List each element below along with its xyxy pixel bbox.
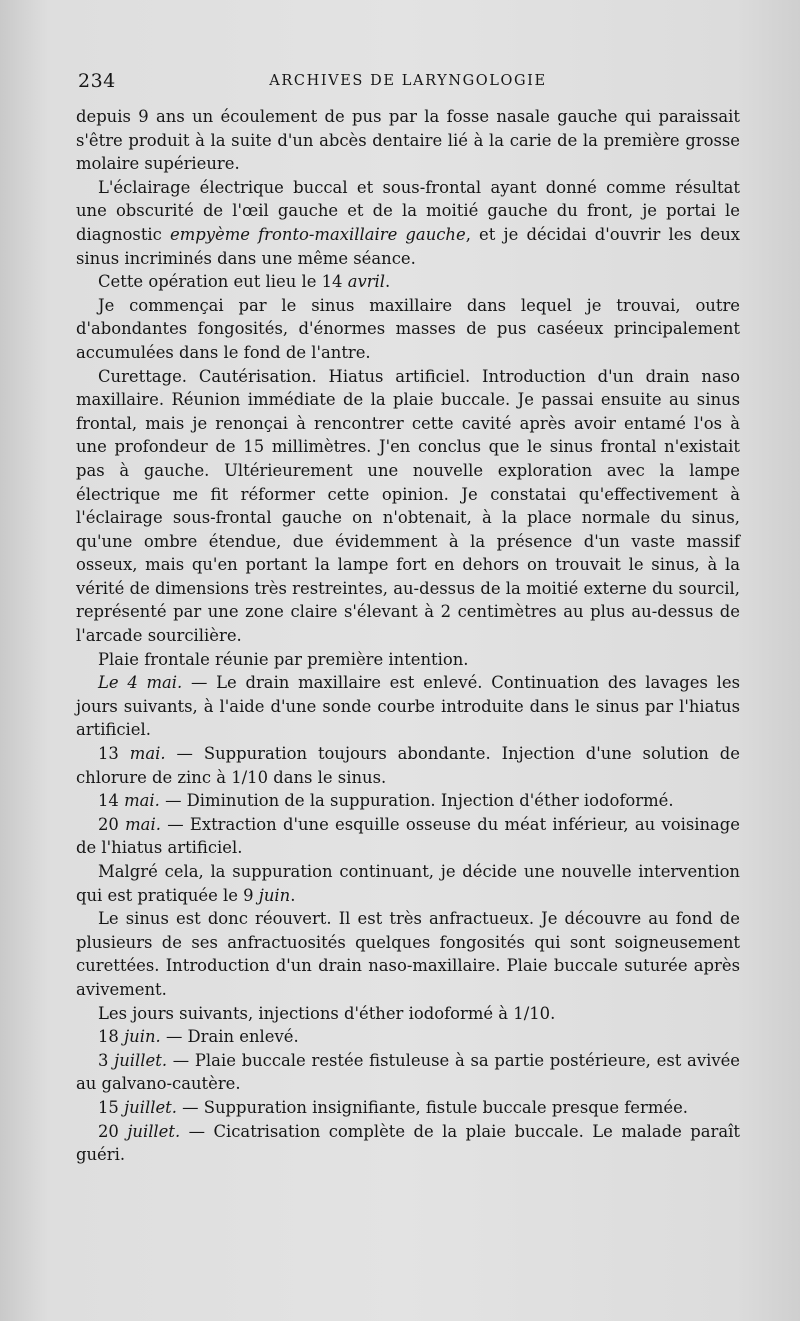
text-segment: — Extraction d'une esquille osseuse du méat inférieur, au voisinage de l'hiatus artificiel. [76, 814, 740, 858]
text-segment: Je commençai par le sinus maxillaire dans lequel je trouvai, outre d'abondantes fongosités, d'énormes masses de pus caséeux principalement accumulées dans le fond de l'antre. [76, 295, 740, 362]
paragraph-new-intervention [76, 860, 740, 907]
date-italic: juillet. [124, 1097, 177, 1117]
paragraph-july-20 [76, 1120, 740, 1167]
date-italic: mai. [125, 814, 161, 834]
text-segment: — Diminution de la suppuration. Injection d'éther iodoformé. [159, 791, 674, 811]
text-segment: Plaie frontale réunie par première intention. [98, 649, 469, 669]
page-number: 234 [78, 70, 116, 92]
page-header [78, 70, 738, 96]
date-italic: avril [347, 272, 386, 292]
paragraph-may-20 [76, 813, 740, 860]
date-italic: juin. [124, 1027, 161, 1047]
text-segment: L'éclairage électrique buccal et sous-frontal ayant donné comme résultat une obscurité de l'œil gauche et de la moitié gauche du front, je portai le diagnostic [76, 177, 740, 244]
text-segment: 20 [98, 814, 126, 834]
paragraph-maxillary [76, 294, 740, 365]
text-segment: — Cicatrisation complète de la plaie buccale. Le malade paraît guéri. [76, 1121, 740, 1165]
text-segment: — Suppuration insignifiante, fistule buccale presque fermée. [176, 1097, 688, 1117]
text-segment: — Le drain maxillaire est enlevé. Continuation des lavages les jours suivants, à l'aide d'une sonde courbe introduite dans le sinus par l'hiatus artificiel. [76, 673, 740, 740]
date-italic: Le 4 mai. [98, 673, 183, 693]
paragraph-following-days [76, 1002, 740, 1026]
paragraph-continuation [76, 105, 740, 176]
date-italic: juin [258, 885, 291, 905]
text-segment: — Drain enlevé. [160, 1027, 299, 1047]
diagnosis-italic: empyème fronto-maxillaire gauche [170, 224, 466, 244]
text-segment: Curettage. Cautérisation. Hiatus artificiel. Introduction d'un drain naso maxillaire. Réunion immédiate de la plaie buccale. Je passai ensuite au sinus frontal, mais je renonçai à rencontrer cette cavité après avoir entamé l'os à une profondeur de 15 millimètres. J'en conclus que le sinus frontal n'existait pas à gauche. Ultérieurement une nouvelle exploration avec la lampe électrique me fit réformer cette opinion. Je constatai qu'effectivement à l'éclairage sous-frontal gauche on n'obtenait, à la place normale du sinus, qu'une ombre étendue, due évidemment à la présence d'un vaste massif osseux, mais qu'en portant la lampe fort en dehors on trouvait le sinus, à la vérité de dimensions très restreintes, au-dessus de la moitié externe du sourcil, représenté par une zone claire s'élevant à 2 centimètres au plus au-dessus de l'arcade sourcilière. [76, 366, 740, 646]
paragraph-may-13 [76, 742, 740, 789]
text-segment: 18 [98, 1027, 125, 1047]
date-italic: mai. [124, 791, 160, 811]
text-segment: 20 [98, 1121, 128, 1141]
text-segment: — Plaie buccale restée fistuleuse à sa partie postérieure, est avivée au galvano-cautère. [76, 1050, 740, 1094]
paragraph-may-4 [76, 671, 740, 742]
date-italic: mai. [129, 744, 166, 764]
running-head: ARCHIVES DE LARYNGOLOGIE [269, 73, 547, 89]
text-segment: Le sinus est donc réouvert. Il est très anfractueux. Je découvre au fond de plusieurs de ses anfractuosités quelques fongosités qui sont soigneusement curettées. Introduction d'un drain naso-maxillaire. Plaie buccale suturée après avivement. [76, 909, 740, 999]
text-segment: Malgré cela, la suppuration continuant, je décide une nouvelle intervention qui est pratiquée le 9 [76, 862, 740, 905]
text-segment: . [385, 272, 391, 292]
body-text [76, 105, 740, 1167]
text-segment: 15 [98, 1097, 125, 1117]
text-segment: Cette opération eut lieu le 14 [98, 272, 348, 292]
paragraph-july-15 [76, 1096, 740, 1120]
paragraph-reopened [76, 907, 740, 1001]
paragraph-june-18 [76, 1025, 740, 1049]
text-segment: 3 [98, 1050, 115, 1070]
date-italic: juillet. [114, 1050, 168, 1070]
text-segment: depuis 9 ans un écoulement de pus par la fosse nasale gauche qui paraissait s'être produit à la suite d'un abcès dentaire lié à la carie de la première grosse molaire supérieure. [76, 107, 740, 174]
text-segment: 13 [98, 744, 130, 764]
text-segment: 14 [98, 791, 125, 811]
paragraph-july-3 [76, 1049, 740, 1096]
paragraph-diagnosis [76, 176, 740, 270]
text-segment: Les jours suivants, injections d'éther iodoformé à 1/10. [98, 1003, 556, 1023]
paragraph-curettage [76, 365, 740, 648]
paragraph-may-14 [76, 789, 740, 813]
text-segment: — Suppuration toujours abondante. Injection d'une solution de chlorure de zinc à 1/10 dans le sinus. [76, 744, 740, 787]
paragraph-operation-date [76, 270, 740, 294]
text-segment: , et je décidai d'ouvrir les deux sinus incriminés dans une même séance. [76, 224, 740, 268]
date-italic: juillet. [127, 1121, 181, 1141]
text-segment: . [290, 885, 296, 905]
paragraph-frontal-wound [76, 648, 740, 672]
